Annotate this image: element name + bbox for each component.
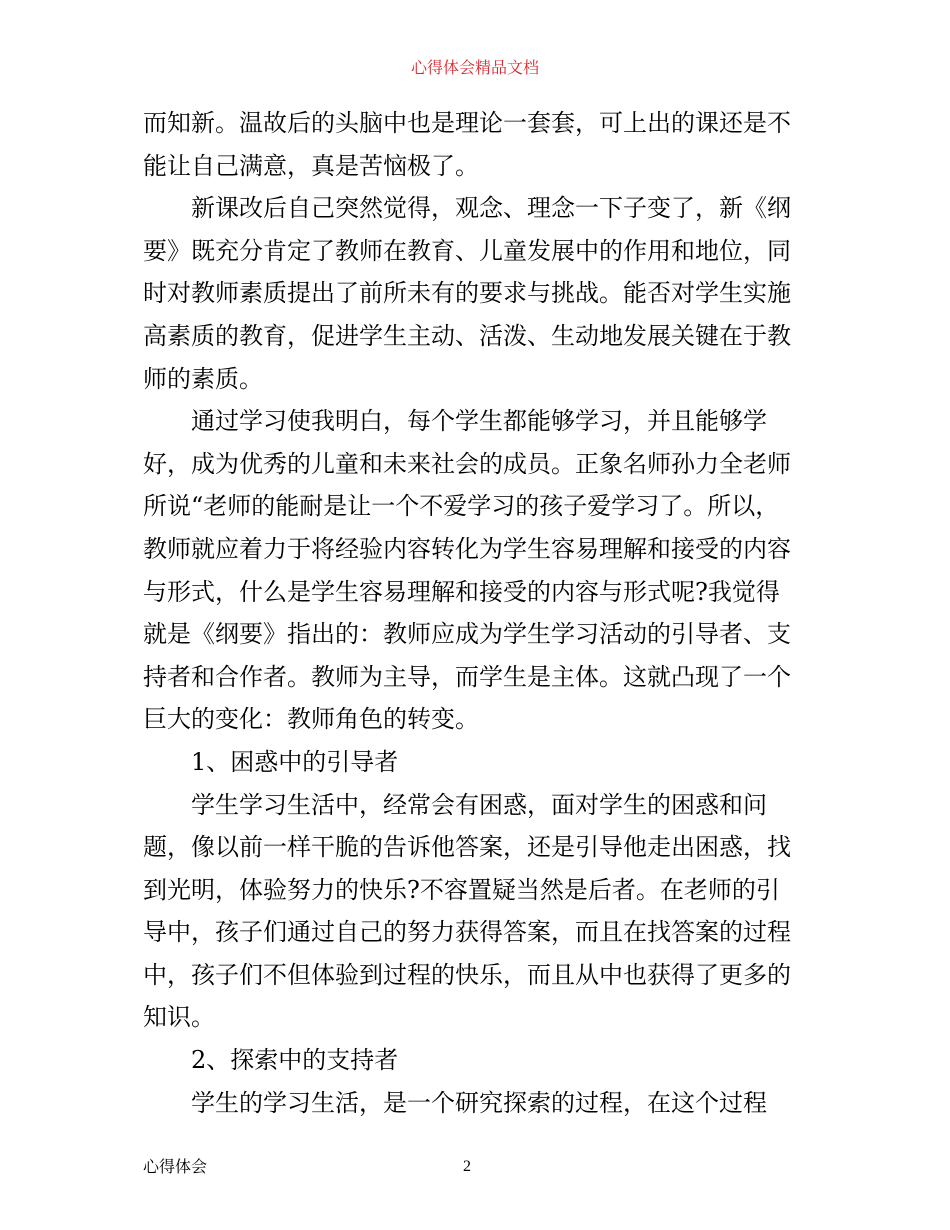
body-line: 学生的学习生活，是一个研究探索的过程，在这个过程 [191, 1088, 767, 1117]
body-line: 时对教师素质提出了前所未有的要求与挑战。能否对学生实施 [143, 279, 791, 308]
body-line: 教师就应着力于将经验内容转化为学生容易理解和接受的内容 [143, 534, 791, 563]
body-line: 题，像以前一样干脆的告诉他答案，还是引导他走出困惑，找 [143, 833, 791, 862]
body-line: 中，孩子们不但体验到过程的快乐，而且从中也获得了更多的 [143, 960, 791, 989]
body-line: 要》既充分肯定了教师在教育、儿童发展中的作用和地位，同 [143, 236, 791, 265]
body-line: 所说“老师的能耐是让一个不爱学习的孩子爱学习了。所以， [143, 492, 780, 521]
body-line: 好，成为优秀的儿童和未来社会的成员。正象名师孙力全老师 [143, 449, 791, 478]
body-line: 高素质的教育，促进学生主动、活泼、生动地发展关键在于教 [143, 321, 791, 350]
body-line: 而知新。温故后的头脑中也是理论一套套，可上出的课还是不 [143, 109, 791, 137]
body-line: 学生学习生活中，经常会有困惑，面对学生的困惑和问 [191, 790, 767, 819]
body-line: 能让自己满意，真是苦恼极了。 [143, 151, 479, 180]
body-line: 到光明，体验努力的快乐?不容置疑当然是后者。在老师的引 [143, 875, 780, 904]
page-header-title: 心得体会精品文档 [410, 58, 539, 77]
document-body [143, 102, 811, 1124]
body-line: 知识。 [143, 1003, 215, 1032]
footer-label: 心得体会 [143, 1157, 208, 1176]
section-heading: 1、困惑中的引导者 [191, 747, 399, 776]
body-line: 巨大的变化：教师角色的转变。 [143, 705, 479, 734]
body-line: 就是《纲要》指出的：教师应成为学生学习活动的引导者、支 [143, 620, 791, 649]
body-line: 持者和合作者。教师为主导，而学生是主体。这就凸现了一个 [143, 662, 791, 691]
body-line: 导中，孩子们通过自己的努力获得答案，而且在找答案的过程 [143, 918, 791, 947]
page-number: 2 [463, 1158, 471, 1175]
section-heading: 2、探索中的支持者 [191, 1046, 399, 1075]
body-line: 通过学习使我明白，每个学生都能够学习，并且能够学 [191, 407, 767, 436]
body-line: 师的素质。 [143, 364, 263, 393]
body-line: 新课改后自己突然觉得，观念、理念一下子变了，新《纲 [191, 194, 791, 223]
body-line: 与形式，什么是学生容易理解和接受的内容与形式呢?我觉得 [143, 577, 780, 606]
